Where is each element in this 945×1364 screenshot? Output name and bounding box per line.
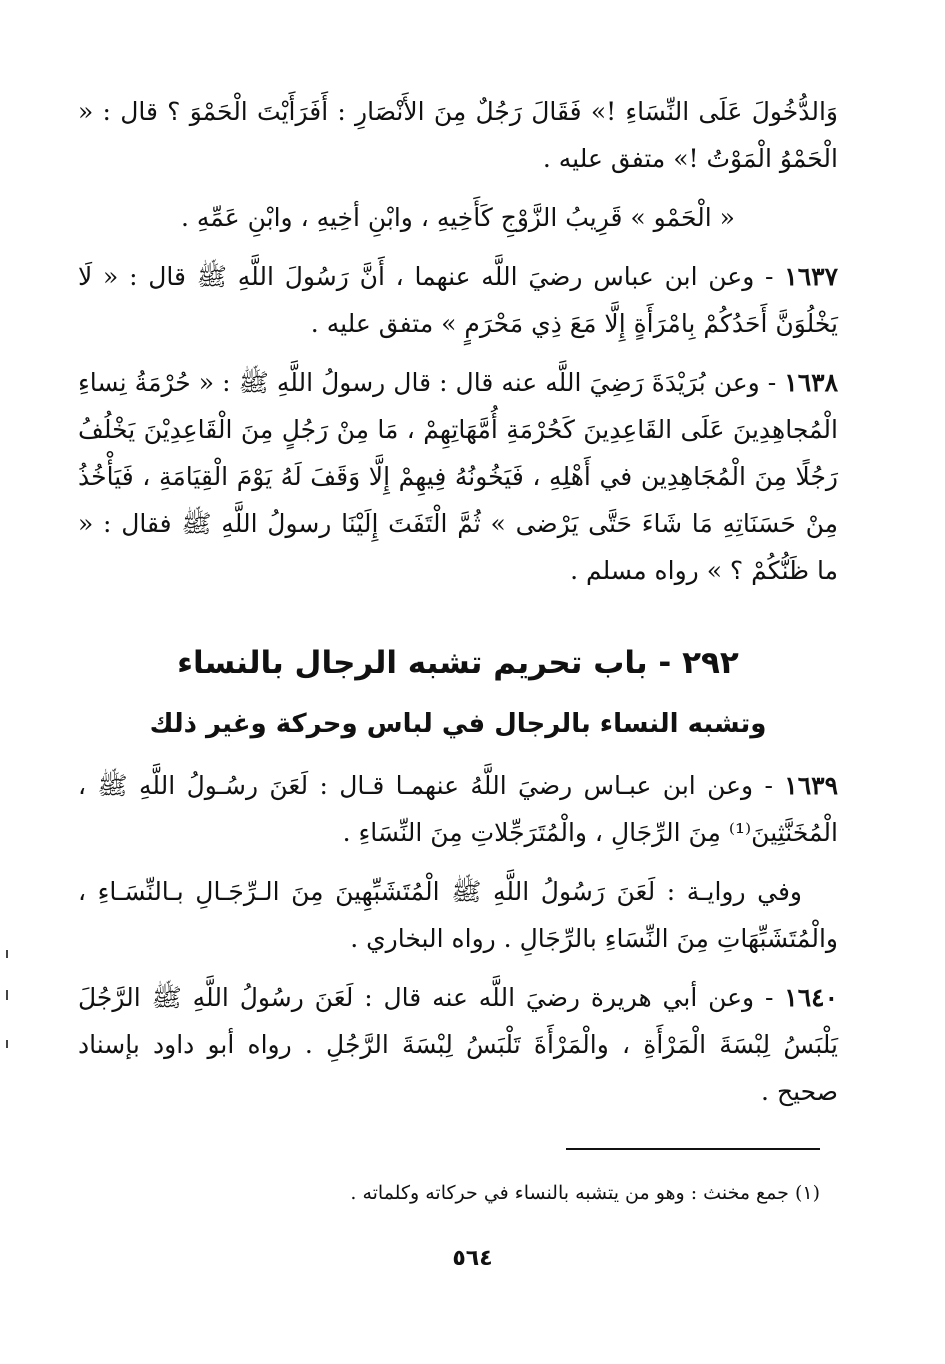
hadith-text: - وعن ابن عباس رضيَ اللَّه عنهما ، أَنَّ رَسُولَ اللَّهِ ﷺ قال : « لَا يَخْلُوَنَّ أَحَدُكُمْ بِامْرَأَةٍ إِلَّا مَعَ ذِي مَحْرَمٍ » متفق عليه .: [78, 262, 838, 338]
paragraph-hadith-1636-end: وَالدُّخُولَ عَلَى النِّسَاءِ !» فَقَالَ رَجُلٌ مِنَ الأَنْصَارِ : أَفَرَأَيْتَ الْحَمْوَ ؟ قال : « الْحَمْوُ الْمَوْتُ !» متفق عليه .: [78, 97, 838, 173]
hadith-number: ١٦٣٩: [784, 771, 839, 800]
footnote-divider: [566, 1148, 820, 1150]
hadith-number: ١٦٤٠: [784, 983, 838, 1012]
hadith-number: ١٦٣٧: [784, 262, 838, 291]
paragraph-hadith-1637: [78, 253, 838, 347]
hadith-number: ١٦٣٨: [784, 368, 839, 397]
hadith-text: - وعن بُرَيْدَةَ رَضِيَ اللَّه عنه قال : قال رسولُ اللَّهِ ﷺ : « حُرْمَةُ نِساءِ الْمُجاهِدِينَ عَلَى القَاعِدِينَ كَحُرْمَةِ أُمَّهَاتِهِمْ ، مَا مِنْ رَجُلٍ مِنَ الْقَاعِدِيْنَ يَخْلُفُ رَجُلًا مِنَ الْمُجَاهِدِين في أَهْلِهِ ، فَيَخُونُهُ فِيهِمْ إِلَّا وَقَفَ لَهُ يَوْمَ الْقِيَامَةِ ، فَيَأْخُذُ مِنْ حَسَنَاتِهِ مَا شَاءَ حَتَّى يَرْضى » ثُمَّ الْتَفَتَ إِلَيْنَا رسولُ اللَّهِ ﷺ فقال : « ما ظَنُّكُمْ ؟ » رواه مسلم .: [78, 368, 839, 585]
paragraph-definition-hamw: « الْحَمْو » قَرِيبُ الزَّوْجِ كَأَخِيهِ ، وابْنِ أخِيهِ ، وابْنِ عَمِّهِ .: [181, 203, 735, 232]
paragraph-hadith-1639: [78, 762, 838, 856]
scan-edge-mark: [6, 990, 8, 1000]
page-number: ٥٦٤: [452, 1246, 493, 1271]
scan-edge-mark: [6, 1040, 8, 1048]
hadith-text: - وعن أبي هريرة رضيَ اللَّه عنه قال : لَعَنَ رسُولُ اللَّهِ ﷺ الرَّجُلَ يَلْبَسُ لِبْسَةَ الْمَرْأَةِ ، والْمَرْأَةَ تَلْبَسُ لِبْسَةَ الرَّجُلِ . رواه أبو داود بإسناد صحيح .: [78, 983, 838, 1106]
paragraph-hadith-1638: [78, 359, 838, 594]
footnote: (١) جمع مخنث : وهو من يتشبه بالنساء في حركاته وكلماته .: [350, 1182, 820, 1204]
scan-edge-mark: [6, 950, 8, 958]
chapter-subheading: وتشبه النساء بالرجال في لباس وحركة وغير ذلك: [149, 709, 767, 739]
paragraph-hadith-1640: [78, 974, 838, 1115]
hadith-text: - وعن ابن عبـاس رضيَ اللَّهُ عنهمـا قـال : لَعَنَ رسُـولُ اللَّهِ ﷺ ، الْمُخَنَّثِينَ⁽¹⁾ مِنَ الرِّجَالِ ، والْمُتَرَجِّلاتِ مِنَ النِّسَاءِ .: [78, 771, 838, 847]
chapter-heading: ٢٩٢ - باب تحريم تشبه الرجال بالنساء: [177, 645, 739, 681]
paragraph-narration-variant: وفي روايـة : لَعَنَ رَسُولُ اللَّهِ ﷺ الْمُتَشَبِّهِينَ مِنَ الـرِّجَـالِ بـالنِّسَـاءِ ، والْمُتَشَبِّهَاتِ مِنَ النِّسَاءِ بالرِّجَالِ . رواه البخاري .: [78, 877, 838, 953]
page-body: [78, 88, 838, 1127]
